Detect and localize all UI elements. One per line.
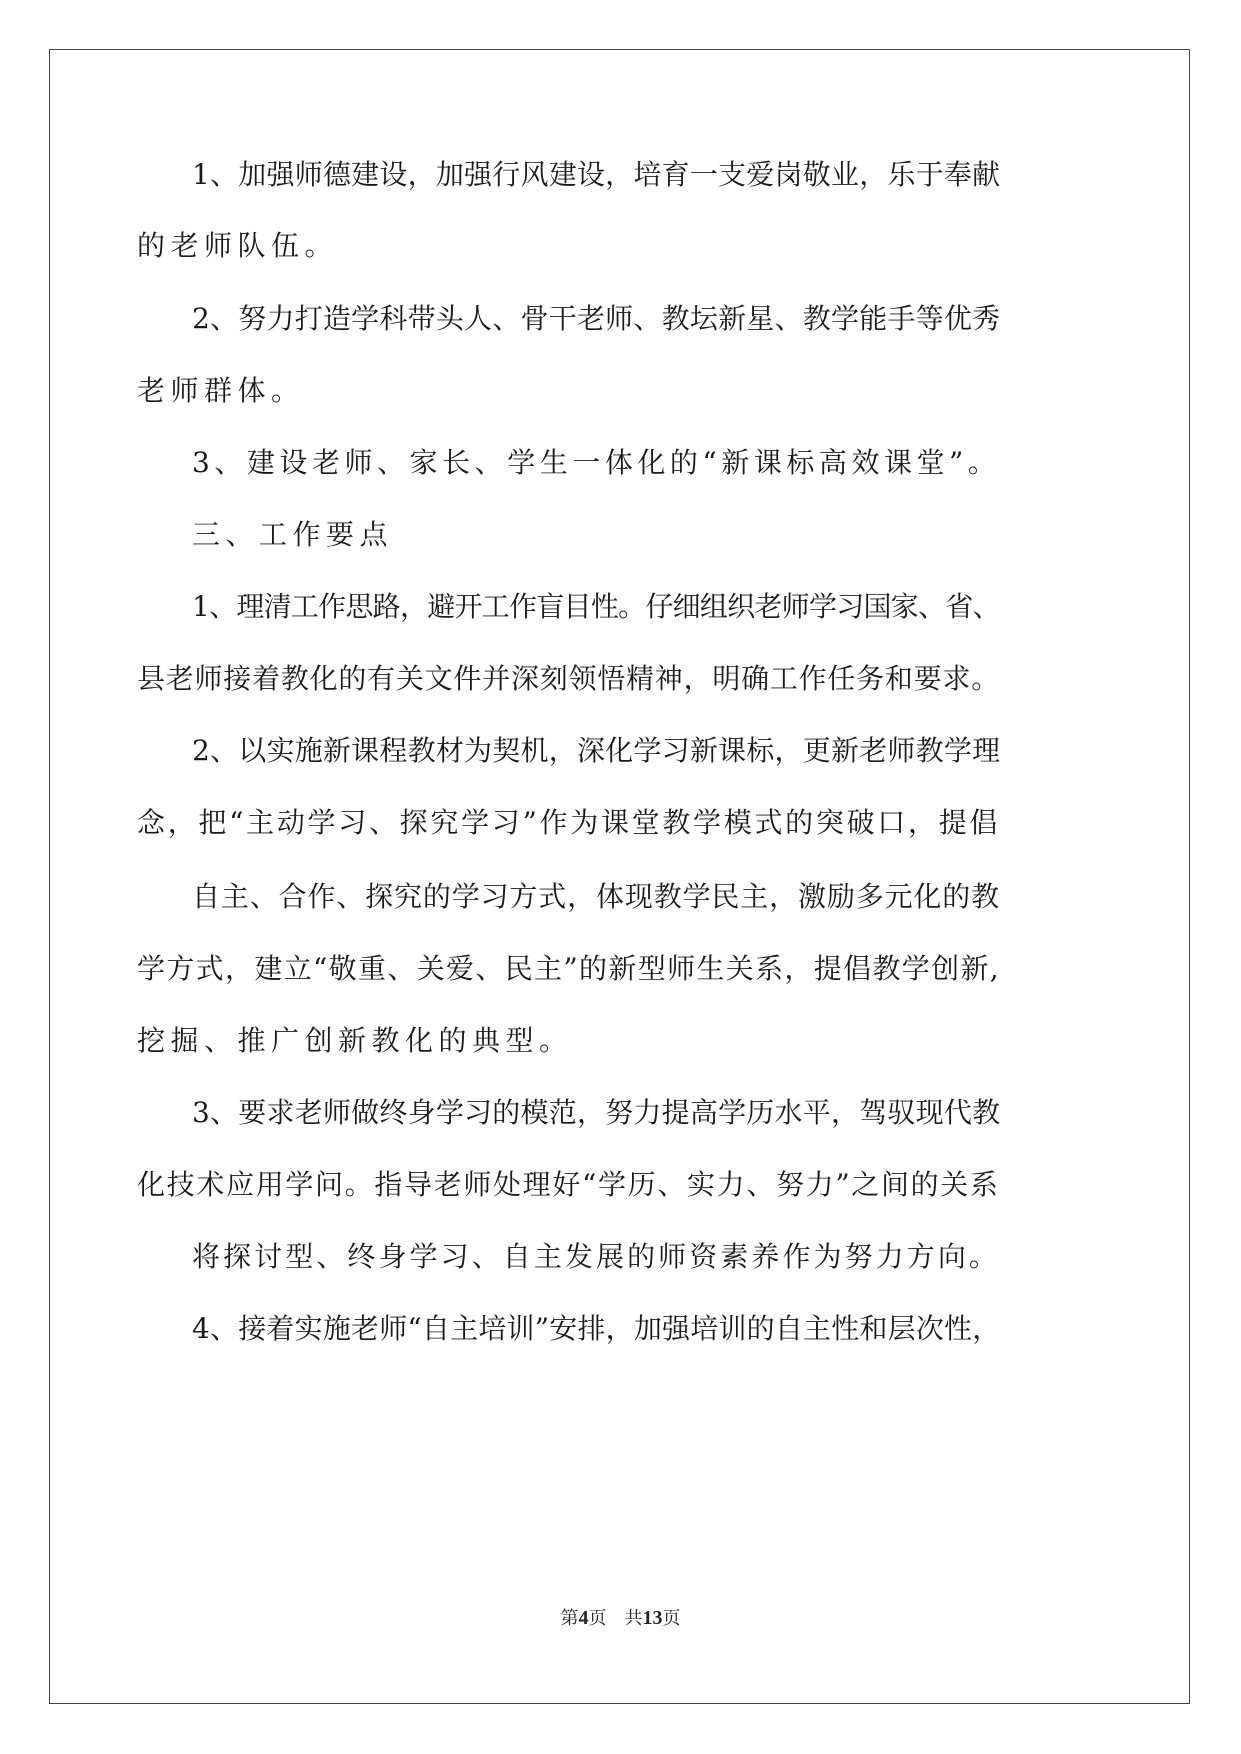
paragraph-line: 将探讨型、终身学习、自主发展的师资素养作为努力方向。 <box>192 1240 1001 1273</box>
paragraph-line: 1、加强师德建设，加强行风建设，培育一支爱岗敬业，乐于奉献 <box>192 158 1001 191</box>
section-heading: 三、工作要点 <box>192 518 394 551</box>
paragraph-line: 2、努力打造学科带头人、骨干老师、教坛新星、教学能手等优秀 <box>192 302 1001 335</box>
paragraph-line: 4、接着实施老师“自主培训”安排，加强培训的自主性和层次性， <box>192 1312 1001 1345</box>
page-prefix: 第 <box>560 1608 579 1629</box>
paragraph-line: 化技术应用学问。指导老师处理好“学历、实力、努力”之间的关系 <box>137 1168 1000 1201</box>
total-pages: 13 <box>642 1607 663 1629</box>
page-number: 4 <box>578 1607 589 1629</box>
page-footer <box>0 1606 1241 1631</box>
paragraph-line: 念，把“主动学习、探究学习”作为课堂教学模式的突破口，提倡 <box>137 806 1001 839</box>
page-suffix: 页 <box>588 1608 607 1629</box>
paragraph-line: 老师群体。 <box>137 374 305 407</box>
paragraph-line: 3、要求老师做终身学习的模范，努力提高学历水平，驾驭现代教 <box>192 1096 1001 1129</box>
paragraph-line: 的老师队伍。 <box>137 229 339 262</box>
paragraph-line: 3、建设老师、家长、学生一体化的“新课标高效课堂”。 <box>192 446 1001 479</box>
paragraph-line: 1、理清工作思路，避开工作盲目性。仔细组织老师学习国家、省、 <box>192 590 1000 623</box>
paragraph-line: 学方式，建立“敬重、关爱、民主”的新型师生关系，提倡教学创新, <box>137 952 1001 985</box>
paragraph-line: 县老师接着教化的有关文件并深刻领悟精神，明确工作任务和要求。 <box>137 662 1001 695</box>
paragraph-line: 2、以实施新课程教材为契机，深化学习新课标，更新老师教学理 <box>192 734 1001 767</box>
total-suffix: 页 <box>662 1608 681 1629</box>
total-prefix: 共 <box>624 1608 643 1629</box>
paragraph-line: 挖掘、推广创新教化的典型。 <box>137 1024 573 1057</box>
paragraph-line: 自主、合作、探究的学习方式，体现教学民主，激励多元化的教 <box>192 880 1001 913</box>
